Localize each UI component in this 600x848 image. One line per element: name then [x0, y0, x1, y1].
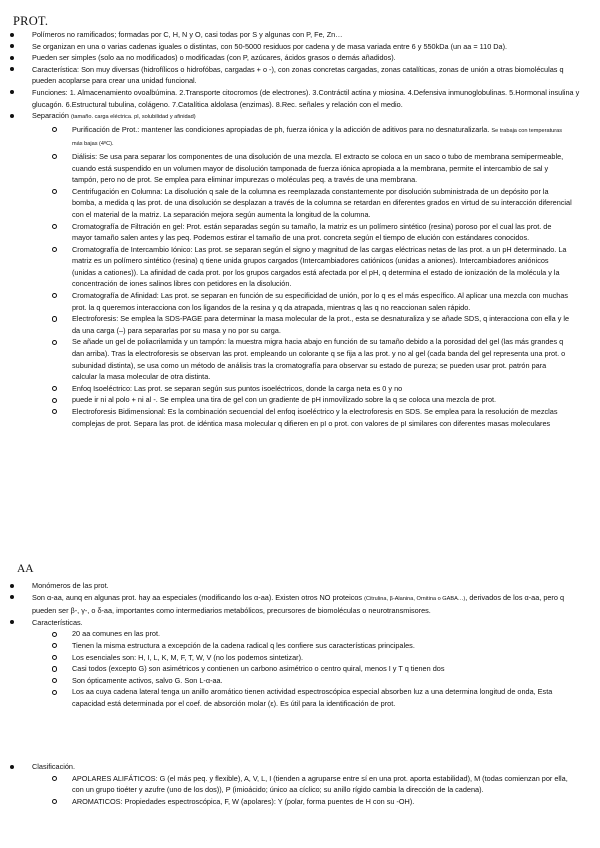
list-item: Casi todos (excepto G) son asimétricos y contienen un carbono asimétrico o centro quiral, menos I y T q tienen dos	[32, 663, 586, 675]
characteristics-item	[0, 617, 600, 710]
aa-text: Son α-aa, aunq en algunas prot. hay aa especiales (modificando los α-aa). Existen otros NO proteicos	[32, 592, 363, 602]
list-item: Cromatografía de Intercambio Iónico: Las prot. se separan según el signo y magnitud de las cargas eléctricas netas de las prot. a un pH determinado. La matriz es un polímero sintético (resina) q tiene unida grupos cargados (Intercambiadores catiónicos (unidas a aniones). Intercambiadores aniónicos (unidas a cationes)). La afinidad de cada prot. por los grupos cargados está afectada por el pH, q determina el estado de ionización de la molécula y la concentración de iones salinos libres con petidores en la disolución.	[32, 244, 586, 290]
section-heading-aa: AA	[17, 563, 34, 575]
list-item: Enfoq Isoeléctrico: Las prot. se separan según sus puntos isoeléctricos, donde la carga neta es 0 y no	[32, 383, 586, 395]
characteristics-label: Características.	[32, 617, 83, 627]
list-item: Característica: Son muy diversas (hidrofílicos o hidrofóbas, cargadas + o -), con zonas concretas cargadas, zonas catalíticas, zonas de unión a otras biomoléculas q pueden acoplarse para crear una unidad funcional.	[0, 64, 600, 87]
classification-label: Clasificación.	[32, 762, 75, 771]
list-item: Diálisis: Se usa para separar los componentes de una disolución de una mezcla. El extracto se coloca en un saco o tubo de membrana semipermeable, cuando está suspendido en un volumen mayor de disolución tamponada de fuerza iónica apropiada a la membrana, permite el intercambio de sal y tampón, pero no de prot. Se emplea para eliminar impurezas o moléculas peq. a través de una membrana.	[32, 151, 586, 186]
classification-item	[0, 761, 600, 807]
list-item: Electroforesis Bidimensional: Es la combinación secuencial del enfoq isoeléctrico y la electroforesis en SDS. Se emplea para la resolución de mezclas complejas de prot. Separa las prot. de idéntica masa molecular q difieren en pI o prot. con valores de pI similares con diferentes masas moleculares	[32, 406, 586, 429]
aa-tail: , derivados de los α-aa, pero q pueden ser β-, γ-, o δ-aa, importantes como intermediarios metabólicos, precursores de biomoléculas o neurotransmisores.	[32, 592, 565, 616]
list-item: Polímeros no ramificados; formadas por C, H, N y O, casi todas por S y algunas con P, Fe, Zn…	[0, 29, 600, 41]
list-item: AROMATICOS: Propiedades espectroscópica, F, W (apolares): Y (polar, forma puentes de H con su -OH).	[32, 796, 586, 808]
method-note: Se trabaja con temperaturas más bajas (4ºC).	[72, 127, 563, 148]
list-item: Se añade un gel de poliacrilamida y un tampón: la muestra migra hacia abajo en función de su tamaño debido a la porosidad del gel (las más grandes q dan arriba). Tras la electroforesis se observan las prot. empleando un colorante q se fija a las prot. y no al gel (cada banda del gel representa una prot. o subunidad distinta), se usa como un método de análisis tras la cromatografía para observar su estado de pureza; se pueden usar prot. patrón para calcular la masa molecular de otra distinta.	[32, 336, 586, 382]
list-item: Los aa cuya cadena lateral tenga un anillo aromático tienen actividad espectroscópica especial absorben luz a una determina longitud de onda, Esta capacidad está determinada por el coef. de absorción molar (ε). Es útil para la identificación de prot.	[32, 686, 586, 709]
list-item: Son ópticamente activos, salvo G. Son L-α-aa.	[32, 675, 586, 687]
page-title: PROT.	[13, 14, 49, 28]
separation-item	[0, 110, 600, 429]
list-item: Cromatografía de Afinidad: Las prot. se separan en función de su especificidad de unión, por lo q es el más específico. Al aplicar una mezcla con muchas prot. la q queremos interacciona con los ligandos de la resina y q da atrapada, mientras q las q no reaccionan salen rápido.	[32, 290, 586, 313]
list-item: Cromatografía de Filtración en gel: Prot. están separadas según su tamaño, la matriz es un polímero sintético (resina) poroso por el cual las prot. de mayor tamaño salen antes y las peq. Podemos estirar el tamaño de una prot. concreta según el tiempo de elución con estándares conocidos.	[32, 221, 586, 244]
aa-note: (Citrulina, β-Alanina, Ornitina o GABA…)	[364, 595, 466, 602]
classification-list	[0, 761, 600, 807]
intro-list	[0, 29, 600, 429]
list-item: Electroforesis: Se emplea la SDS-PAGE para determinar la masa molecular de la prot., esta se desnaturaliza y se añade SDS, q interacciona con ella y le da una carga (–) para separarlas por su masa y no por su carga.	[32, 313, 586, 336]
aa-list	[0, 580, 600, 710]
list-item: 20 aa comunes en las prot.	[32, 628, 586, 640]
classification-sublist	[32, 773, 586, 808]
separation-methods-list	[32, 124, 586, 429]
list-item: APOLARES ALIFÁTICOS: G (el más peq. y flexible), A, V, L, I (tienden a agruparse entre sí en una prot. aporta estabilidad), M (todas comienzan por ella, con un grupo tioéter y azufre (uno de los dos)), P (imioácido; único aa cíclico; su anillo rígido cambia la dirección de la cadena).	[32, 773, 586, 796]
list-item	[32, 124, 586, 151]
list-item: Tienen la misma estructura a excepción de la cadena radical q les confiere sus características principales.	[32, 640, 586, 652]
list-item: Centrifugación en Columna: La disolución q sale de la columna es reemplazada constantemente por disolución subministrada de un depósito por la bomba, a medida q las prot. de una disolución se desplazan a través de la columna se retardan en diferentes grados en virtud de su interacción diferencial con el material de la matriz. La separación mejora según aumenta la longitud de la columna.	[32, 186, 586, 221]
list-item: Los esenciales son: H, I, L, K, M, F, T, W, V (no los podemos sintetizar).	[32, 652, 586, 664]
list-item: Pueden ser simples (solo aa no modificados) o modificadas (con P, azúcares, ácidos grasos o demás añadidos).	[0, 52, 600, 64]
separation-note: (tamaño. carga eléctrica. pI, solubilidad y afinidad)	[70, 114, 196, 121]
list-item: puede ir ni al polo + ni al -. Se emplea una tira de gel con un gradiente de pH inmovilizado sobre la q se coloca una mezcla de prot.	[32, 394, 586, 406]
list-item: Monómeros de las prot.	[0, 580, 600, 592]
characteristics-list	[32, 628, 586, 709]
list-item	[0, 592, 600, 617]
list-item: Se organizan en una o varias cadenas iguales o distintas, con 50-5000 residuos por cadena y de masa variada entre 6 y 550kDa (un aa = 110 Da).	[0, 41, 600, 53]
method-text: Purificación de Prot.: mantener las condiciones apropiadas de ph, fuerza iónica y la adicción de aditivos para no desnaturalizarla.	[72, 124, 490, 134]
intro-section	[0, 29, 600, 429]
separation-label: Separación	[32, 111, 69, 121]
list-item: Funciones: 1. Almacenamiento ovoalbúmina. 2.Transporte citocromos (de electrones). 3.Contráctil actina y miosina. 4.Defensiva inmunoglobulinas. 5.Hormonal insulina y glucagón. 6.Estructural tubulina, colágeno. 7.Catalítica aldolasa (enzimas). 8.Rec. señales y relación con el medio.	[0, 87, 600, 110]
classification-section	[0, 761, 600, 807]
aa-section	[0, 580, 600, 710]
